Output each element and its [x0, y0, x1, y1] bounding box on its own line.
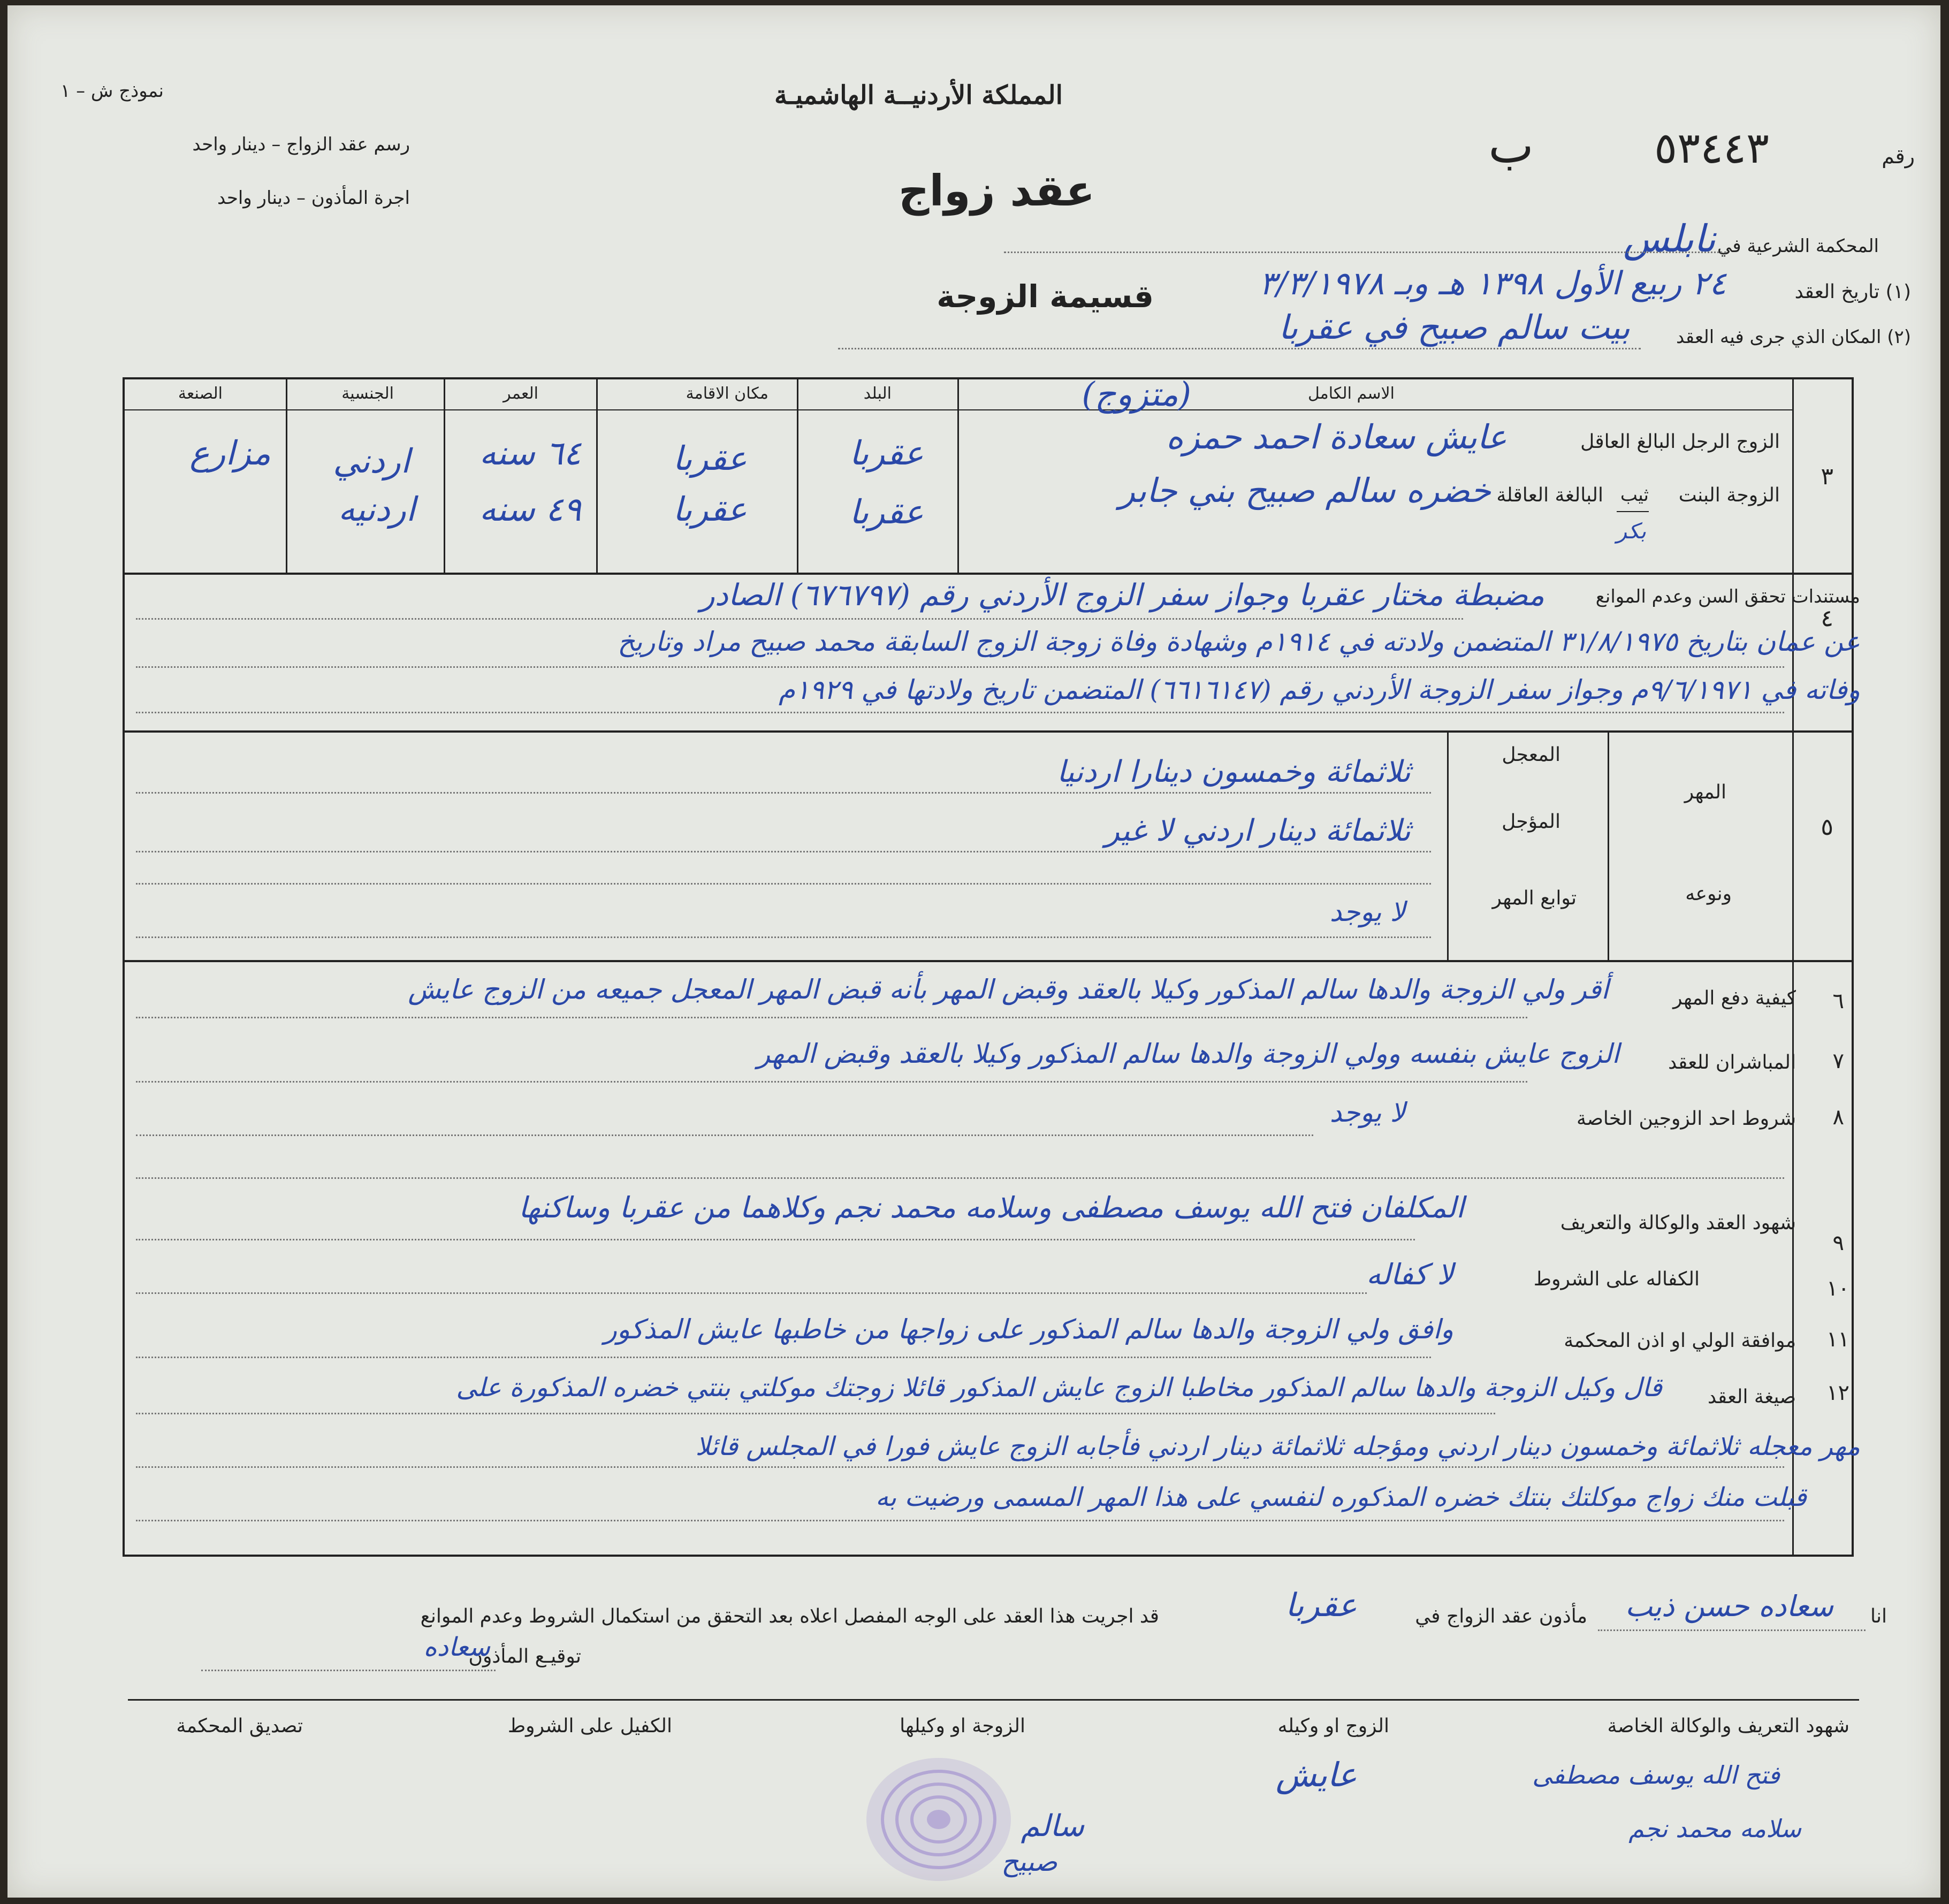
- declaration-mid: مأذون عقد الزواج في: [1415, 1605, 1587, 1627]
- col-age: العمر: [503, 384, 538, 403]
- mahr-label: المهر: [1684, 781, 1726, 803]
- date-label: (١) تاريخ العقد: [1794, 281, 1911, 303]
- row10-num: ١٠: [1826, 1276, 1849, 1301]
- footer-guarantor: الكفيل على الشروط: [507, 1715, 672, 1737]
- witness-signature-1: فتح الله يوسف مصطفى: [1532, 1761, 1780, 1789]
- row6-num: ٦: [1832, 989, 1844, 1014]
- declaration-town: عقربا: [1285, 1587, 1357, 1624]
- formula-dots3: [136, 1520, 1784, 1521]
- s5-dots2: [136, 851, 1431, 852]
- number-column-divider: [1792, 377, 1794, 1557]
- row12-value: قال وكيل الزوجة والدها سالم المذكور مخاطبا الزوج عايش المذكور قائلا زوجتك موكلتي بنتي خضره المذكورة على: [456, 1373, 1662, 1403]
- box-top: [123, 377, 1854, 379]
- formula-dots2: [136, 1466, 1784, 1468]
- row10-dots: [136, 1292, 1367, 1294]
- thumbprint-stamp: [858, 1750, 1019, 1889]
- col-nationality: الجنسية: [341, 384, 394, 403]
- number-label: رقم: [1882, 144, 1915, 168]
- declaration-ana: انا: [1870, 1605, 1887, 1627]
- row8-value: لا يوجد: [1329, 1097, 1405, 1128]
- col-occupation: الصنعة: [178, 384, 223, 403]
- form-model: نموذج ش – ١: [60, 80, 164, 102]
- husband-town: عقربا: [849, 433, 924, 473]
- fee-mazoun: اجرة المأذون – دينار واحد: [217, 187, 410, 209]
- footer-husband: الزوج او وكيله: [1277, 1715, 1389, 1737]
- s5-col-b: [1447, 733, 1449, 960]
- col-residence: مكان الاقامة: [686, 384, 768, 403]
- formula-line3: قبلت منك زواج موكلتك بنتك خضره المذكوره لنفسي على هذا المهر المسمى ورضيت به: [875, 1482, 1807, 1512]
- section4-line2: عن عمان بتاريخ ٣١/٨/١٩٧٥ المتضمن ولادته في ١٩١٤م وشهادة وفاة زوجة الزوج السابقة محمد صبيح مراد وتاريخ: [618, 626, 1860, 657]
- mazoun-sig-label: توقيـع المأذون: [468, 1646, 581, 1667]
- row11-value: وافق ولي الزوجة والدها سالم المذكور على زواجها من خاطبها عايش المذكور: [604, 1314, 1453, 1345]
- row6-dots: [136, 1017, 1527, 1018]
- s4-bottom: [125, 730, 1854, 733]
- row9-label: شهود العقد والوكالة والتعريف: [1560, 1212, 1796, 1234]
- row6-label: كيفية دفع المهر: [1673, 987, 1796, 1009]
- tawabi-label: توابع المهر: [1492, 887, 1577, 909]
- mazoun-name: سعاده حسن ذيب: [1625, 1589, 1833, 1623]
- row7-dots: [136, 1081, 1527, 1083]
- contract-series: ب: [1488, 118, 1534, 174]
- s5-dots1: [136, 792, 1431, 794]
- wife-town: عقربا: [849, 492, 924, 531]
- husband-residence: عقربا: [673, 439, 747, 478]
- s5-dots4: [136, 936, 1431, 938]
- wife-age: ٤٩ سنه: [479, 490, 581, 529]
- s5-dots3: [136, 883, 1431, 885]
- footer-court: تصديق المحكمة: [176, 1715, 303, 1737]
- mahr-type-label: ونوعه: [1685, 883, 1732, 905]
- row12-num: ١٢: [1826, 1381, 1849, 1405]
- row12-dots: [136, 1413, 1495, 1414]
- wife-bikr: بكر: [1616, 519, 1646, 544]
- husband-label: الزوج الرجل البالغ العاقل: [1580, 431, 1780, 453]
- row9-num: ٩: [1832, 1231, 1844, 1255]
- row12-label: صيغة العقد: [1708, 1386, 1796, 1408]
- s3-col1: [957, 379, 959, 573]
- row8-dots: [136, 1134, 1313, 1136]
- name-note: (متزوج): [1082, 375, 1191, 414]
- col-town: البلد: [863, 384, 892, 403]
- place-line: [838, 348, 1641, 349]
- date-value: ٢٤ ربيع الأول ١٣٩٨ هـ وبـ ٣/٣/١٩٧٨: [1259, 265, 1726, 302]
- row8-label: شروط احد الزوجين الخاصة: [1577, 1108, 1796, 1130]
- muajjal-label: المعجل: [1502, 744, 1560, 766]
- row8-dots2: [136, 1177, 1784, 1179]
- court-value: نابلس: [1623, 217, 1716, 261]
- s3-col4: [444, 379, 445, 573]
- s3-bottom: [125, 573, 1854, 575]
- box-bottom: [123, 1555, 1854, 1557]
- document-title: عقد زواج: [898, 166, 1095, 216]
- row10-value: لا كفاله: [1366, 1258, 1453, 1291]
- s4-dots1: [136, 618, 1463, 620]
- husband-name: عايش سعادة احمد حمزه: [1166, 417, 1507, 456]
- row11-label: موافقة الولي او اذن المحكمة: [1564, 1330, 1796, 1352]
- section4-line1: مضبطة مختار عقربا وجواز سفر الزوج الأردني رقم (٦٧٦٧٩٧) الصادر: [700, 578, 1544, 613]
- row9-value: المكلفان فتح الله يوسف مصطفى وسلامه محمد نجم وكلاهما من عقربا وساكنها: [518, 1191, 1464, 1224]
- section4-label: مستندات تحقق السن وعدم الموانع: [1595, 586, 1860, 607]
- court-line: [1004, 252, 1726, 253]
- s3-col2: [797, 379, 798, 573]
- s5-col-a: [1608, 733, 1609, 960]
- s3-col3: [596, 379, 598, 573]
- tawabi-value: لا يوجد: [1329, 896, 1405, 927]
- declaration-rest: قد اجريت هذا العقد على الوجه المفصل اعلاه بعد التحقق من استكمال الشروط وعدم الموانع: [420, 1605, 1159, 1627]
- row7-num: ٧: [1832, 1049, 1844, 1073]
- row6-value: أقر ولي الزوجة والدها سالم المذكور وكيلا بالعقد وقبض المهر بأنه قبض المهر المعجل جميعه من الزوج عايش: [408, 974, 1609, 1005]
- wife-label-a: الزوجة البنت: [1678, 484, 1780, 506]
- husband-occupation: مزارع: [189, 433, 271, 473]
- mazoun-sig: سعاده: [423, 1632, 490, 1662]
- footer-wife: الزوجة او وكيلها: [900, 1715, 1025, 1737]
- col-name: الاسم الكامل: [1307, 384, 1395, 403]
- marriage-contract-document: [7, 5, 1940, 1898]
- wife-residence: عقربا: [673, 490, 747, 529]
- muajjal2-value: ثلاثمائة دينار اردني لا غير: [1105, 813, 1411, 848]
- kingdom-title: المملكة الأردنيــة الهاشميـة: [774, 80, 1063, 110]
- box-left: [123, 377, 125, 1557]
- wife-signature-2: صبيح: [1001, 1846, 1057, 1877]
- thayyib-underline: [1617, 511, 1649, 512]
- section4-line3: وفاته في ٩/٦/١٩٧١م وجواز سفر الزوجة الأردني رقم (٦٦١٦١٤٧) المتضمن تاريخ ولادتها في ١٩٢٩م: [778, 674, 1860, 705]
- contract-number: ٥٣٤٤٣: [1654, 123, 1769, 173]
- row10-label: الكفاله على الشروط: [1533, 1268, 1700, 1290]
- section3-num: ٣: [1821, 463, 1833, 490]
- footer-witnesses: شهود التعريف والوكالة الخاصة: [1607, 1715, 1849, 1737]
- mazoun-sig-dots: [201, 1670, 496, 1671]
- section5-num: ٥: [1821, 813, 1833, 841]
- fee-contract: رسم عقد الزواج – دينار واحد: [192, 134, 410, 155]
- declaration-dots: [1598, 1629, 1866, 1631]
- husband-age: ٦٤ سنه: [479, 433, 581, 473]
- row11-num: ١١: [1826, 1327, 1849, 1352]
- s4-dots2: [136, 666, 1784, 668]
- wife-thayyib: ثيب: [1620, 484, 1649, 506]
- row9-dots: [136, 1239, 1415, 1240]
- wife-label-b: البالغة العاقلة: [1496, 484, 1603, 506]
- formula-line2: مهر معجله ثلاثمائة وخمسون دينار اردني ومؤجله ثلاثمائة دينار اردني فأجابه الزوج عايش فورا في المجلس قائلا: [695, 1431, 1860, 1461]
- wife-name: خضره سالم صبيح بني جابر: [1118, 471, 1491, 510]
- place-value: بيت سالم صبيح في عقربا: [1278, 308, 1630, 347]
- wife-signature-1: سالم: [1021, 1809, 1084, 1844]
- row11-dots: [136, 1357, 1431, 1358]
- witness-signature-2: سلامه محمد نجم: [1628, 1814, 1801, 1843]
- s4-dots3: [136, 712, 1784, 713]
- place-label: (٢) المكان الذي جرى فيه العقد: [1676, 326, 1911, 348]
- muajjal-value: ثلاثمائة وخمسون دينارا اردنيا: [1056, 755, 1411, 789]
- row8-num: ٨: [1832, 1105, 1844, 1130]
- box-right: [1852, 377, 1854, 1557]
- footer-divider: [128, 1699, 1859, 1701]
- s5-bottom: [125, 960, 1854, 962]
- copy-title: قسيمة الزوجة: [937, 278, 1154, 315]
- husband-signature: عايش: [1275, 1755, 1357, 1794]
- husband-nationality: اردني: [333, 441, 410, 481]
- row7-value: الزوج عايش بنفسه وولي الزوجة والدها سالم المذكور وكيلا بالعقد وقبض المهر: [757, 1038, 1619, 1069]
- row7-label: المباشران للعقد: [1668, 1052, 1796, 1073]
- wife-nationality: اردنيه: [338, 490, 415, 529]
- section4-num: ٤: [1821, 605, 1833, 632]
- s3-col5: [286, 379, 287, 573]
- court-label: المحكمة الشرعية في: [1717, 235, 1879, 257]
- muajjal2-label: المؤجل: [1502, 811, 1560, 833]
